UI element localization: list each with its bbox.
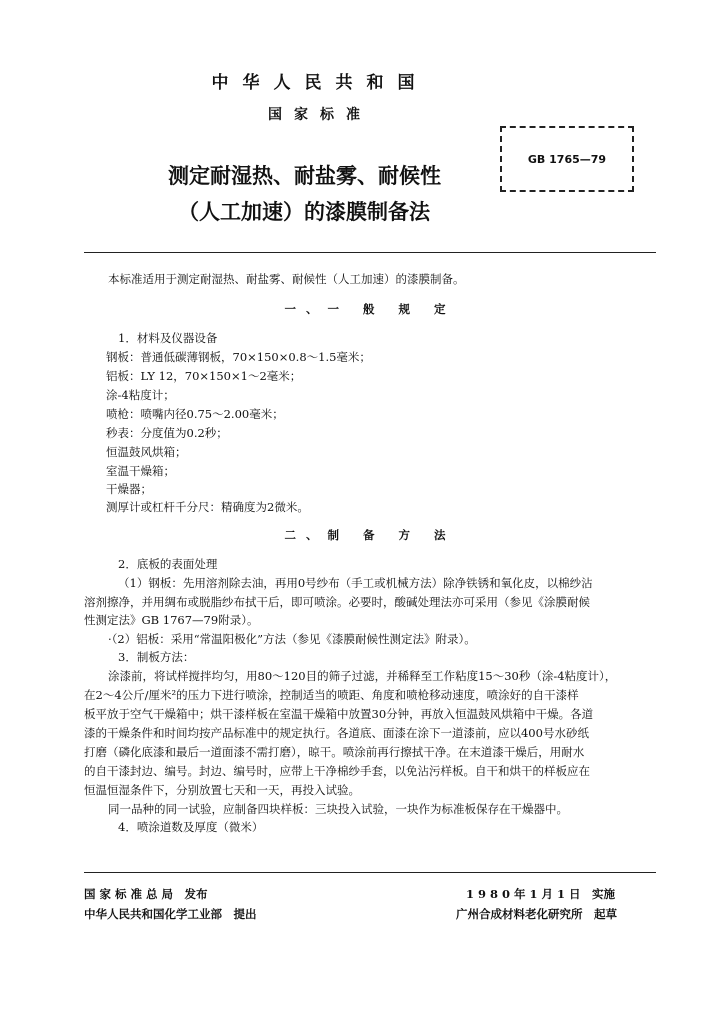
- paragraph-line: 同一品种的同一试验，应制备四块样板：三块投入试验，一块作为标准板保存在干燥器中。: [108, 802, 568, 816]
- section1-heading: 一、一 般 规 定: [284, 302, 456, 316]
- equipment-item: 喷枪：喷嘴内径0.75～2.00毫米；: [106, 407, 284, 421]
- paragraph-line: 恒温恒湿条件下，分别放置七天和一天，再投入试验。: [84, 783, 360, 797]
- paragraph-line: 性测定法》GB 1767—79附录）。: [84, 613, 259, 627]
- section2-sub4: 4．喷涂道数及厚度（微米）: [118, 820, 264, 834]
- equipment-item: 涂-4粘度计；: [106, 388, 175, 402]
- equipment-item: 干燥器；: [106, 482, 152, 496]
- section1-sub1: 1．材料及仪器设备: [118, 331, 218, 345]
- paragraph-line: （1）钢板：先用溶剂除去油，再用0号纱布（手工或机械方法）除净铁锈和氧化皮，以棉纱沾: [118, 576, 593, 590]
- section2-heading: 二、制 备 方 法: [284, 528, 456, 542]
- equipment-item: 钢板：普通低碳薄钢板，70×150×0.8～1.5毫米；: [106, 350, 371, 364]
- equipment-item: 铝板：LY 12，70×150×1～2毫米；: [106, 369, 302, 383]
- equipment-item: 恒温鼓风烘箱；: [106, 445, 187, 459]
- paragraph-line: 溶剂擦净，并用绸布或脱脂纱布拭干后，即可喷涂。必要时，酸碱处理法亦可采用（参见《涂膜耐候: [84, 595, 590, 609]
- standard-code-box: [500, 126, 634, 192]
- footer-drafter: 广州合成材料老化研究所 起草: [456, 907, 617, 921]
- equipment-item: 室温干燥箱；: [106, 464, 175, 478]
- paragraph-line: 的自干漆封边、编号。封边、编号时，应带上干净棉纱手套，以免沾污样板。自干和烘干的样板应在: [84, 764, 590, 778]
- section2-sub3: 3．制板方法：: [118, 650, 195, 664]
- standard-type: 国家标准: [268, 107, 372, 123]
- paragraph-line: 在2～4公斤/厘米²的压力下进行喷涂，控制适当的喷距、角度和喷枪移动速度，喷涂好的自干漆样: [84, 688, 579, 702]
- paragraph-line: 板平放于空气干燥箱中；烘干漆样板在室温干燥箱中放置30分钟，再放入恒温鼓风烘箱中干燥。各道: [84, 707, 594, 721]
- bottom-rule: [84, 872, 656, 873]
- equipment-item: 测厚计或杠杆千分尺：精确度为2微米。: [106, 500, 309, 514]
- paragraph-line: 打磨（磷化底漆和最后一道面漆不需打磨），晾干。喷涂前再行擦拭干净。在末道漆干燥后，用耐水: [84, 745, 585, 759]
- title-line-1: 测定耐湿热、耐盐雾、耐候性: [168, 163, 441, 188]
- standard-code: GB 1765—79: [527, 152, 607, 166]
- paragraph-line: 漆的干燥条件和时间均按产品标准中的规定执行。各道底、面漆在涂下一道漆前，应以400号水砂纸: [84, 726, 589, 740]
- section2-sub2: 2．底板的表面处理: [118, 557, 218, 571]
- country-heading: 中华人民共和国: [211, 73, 429, 93]
- footer-issuer: 国 家 标 准 总 局 发布: [84, 887, 208, 901]
- top-rule: [84, 252, 656, 253]
- footer-proposer: 中华人民共和国化学工业部 提出: [84, 907, 257, 921]
- paragraph-line: ·（2）铝板：采用“常温阳极化”方法（参见《漆膜耐候性测定法》附录）。: [108, 632, 476, 646]
- footer-date: 1 9 8 0 年 1 月 1 日 实施: [466, 887, 616, 901]
- equipment-item: 秒表：分度值为0.2秒；: [106, 426, 228, 440]
- paragraph-line: 涂漆前，将试样搅拌均匀，用80～120目的筛子过滤，并稀释至工作粘度15～30秒（涂-4粘度计），: [108, 669, 617, 683]
- title-line-2: （人工加速）的漆膜制备法: [178, 199, 430, 224]
- intro-text: 本标准适用于测定耐湿热、耐盐雾、耐候性（人工加速）的漆膜制备。: [108, 272, 465, 286]
